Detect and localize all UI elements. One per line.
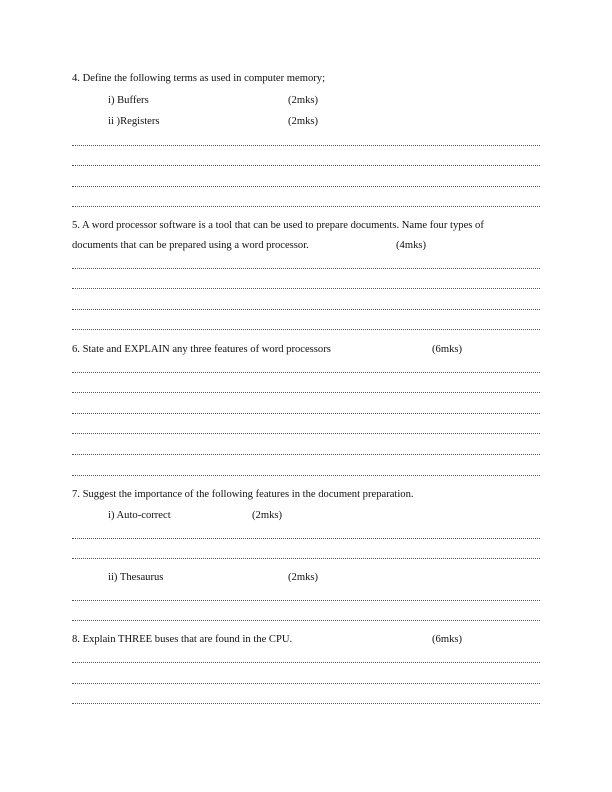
- answer-line[interactable]: [72, 206, 540, 208]
- question-5-marks: (4mks): [396, 240, 427, 251]
- answer-line[interactable]: [72, 329, 540, 331]
- answer-line[interactable]: [72, 600, 540, 602]
- answer-line[interactable]: [72, 475, 540, 477]
- question-6-marks: (6mks): [432, 344, 463, 355]
- question-7-part-i-marks: (2mks): [252, 510, 283, 521]
- answer-line[interactable]: [72, 454, 540, 456]
- answer-line[interactable]: [72, 268, 540, 270]
- answer-line[interactable]: [72, 186, 540, 188]
- answer-line[interactable]: [72, 413, 540, 415]
- answer-line[interactable]: [72, 372, 540, 374]
- question-7-part-ii-label: ii) Thesaurus: [108, 572, 164, 583]
- answer-line[interactable]: [72, 683, 540, 685]
- answer-line[interactable]: [72, 165, 540, 167]
- answer-line[interactable]: [72, 145, 540, 147]
- question-6-stem: 6. State and EXPLAIN any three features of word processors: [72, 344, 331, 355]
- answer-line[interactable]: [72, 538, 540, 540]
- answer-line[interactable]: [72, 433, 540, 435]
- question-5-line-1: 5. A word processor software is a tool that can be used to prepare documents. Name four types of: [72, 220, 484, 231]
- answer-line[interactable]: [72, 288, 540, 290]
- answer-line[interactable]: [72, 558, 540, 560]
- question-4-part-i-label: i) Buffers: [108, 95, 149, 106]
- answer-line[interactable]: [72, 620, 540, 622]
- question-4-part-ii-marks: (2mks): [288, 116, 319, 127]
- question-4-stem: 4. Define the following terms as used in computer memory;: [72, 73, 326, 84]
- question-8-marks: (6mks): [432, 634, 463, 645]
- question-7-stem: 7. Suggest the importance of the following features in the document preparation.: [72, 489, 414, 500]
- answer-line[interactable]: [72, 309, 540, 311]
- question-5-line-2: documents that can be prepared using a word processor.: [72, 240, 309, 251]
- question-7-part-i-label: i) Auto-correct: [108, 510, 171, 521]
- question-4-part-ii-label: ii )Registers: [108, 116, 160, 127]
- answer-line[interactable]: [72, 392, 540, 394]
- answer-line[interactable]: [72, 662, 540, 664]
- question-7-part-ii-marks: (2mks): [288, 572, 319, 583]
- question-4-part-i-marks: (2mks): [288, 95, 319, 106]
- question-8-stem: 8. Explain THREE buses that are found in the CPU.: [72, 634, 293, 645]
- answer-line[interactable]: [72, 703, 540, 705]
